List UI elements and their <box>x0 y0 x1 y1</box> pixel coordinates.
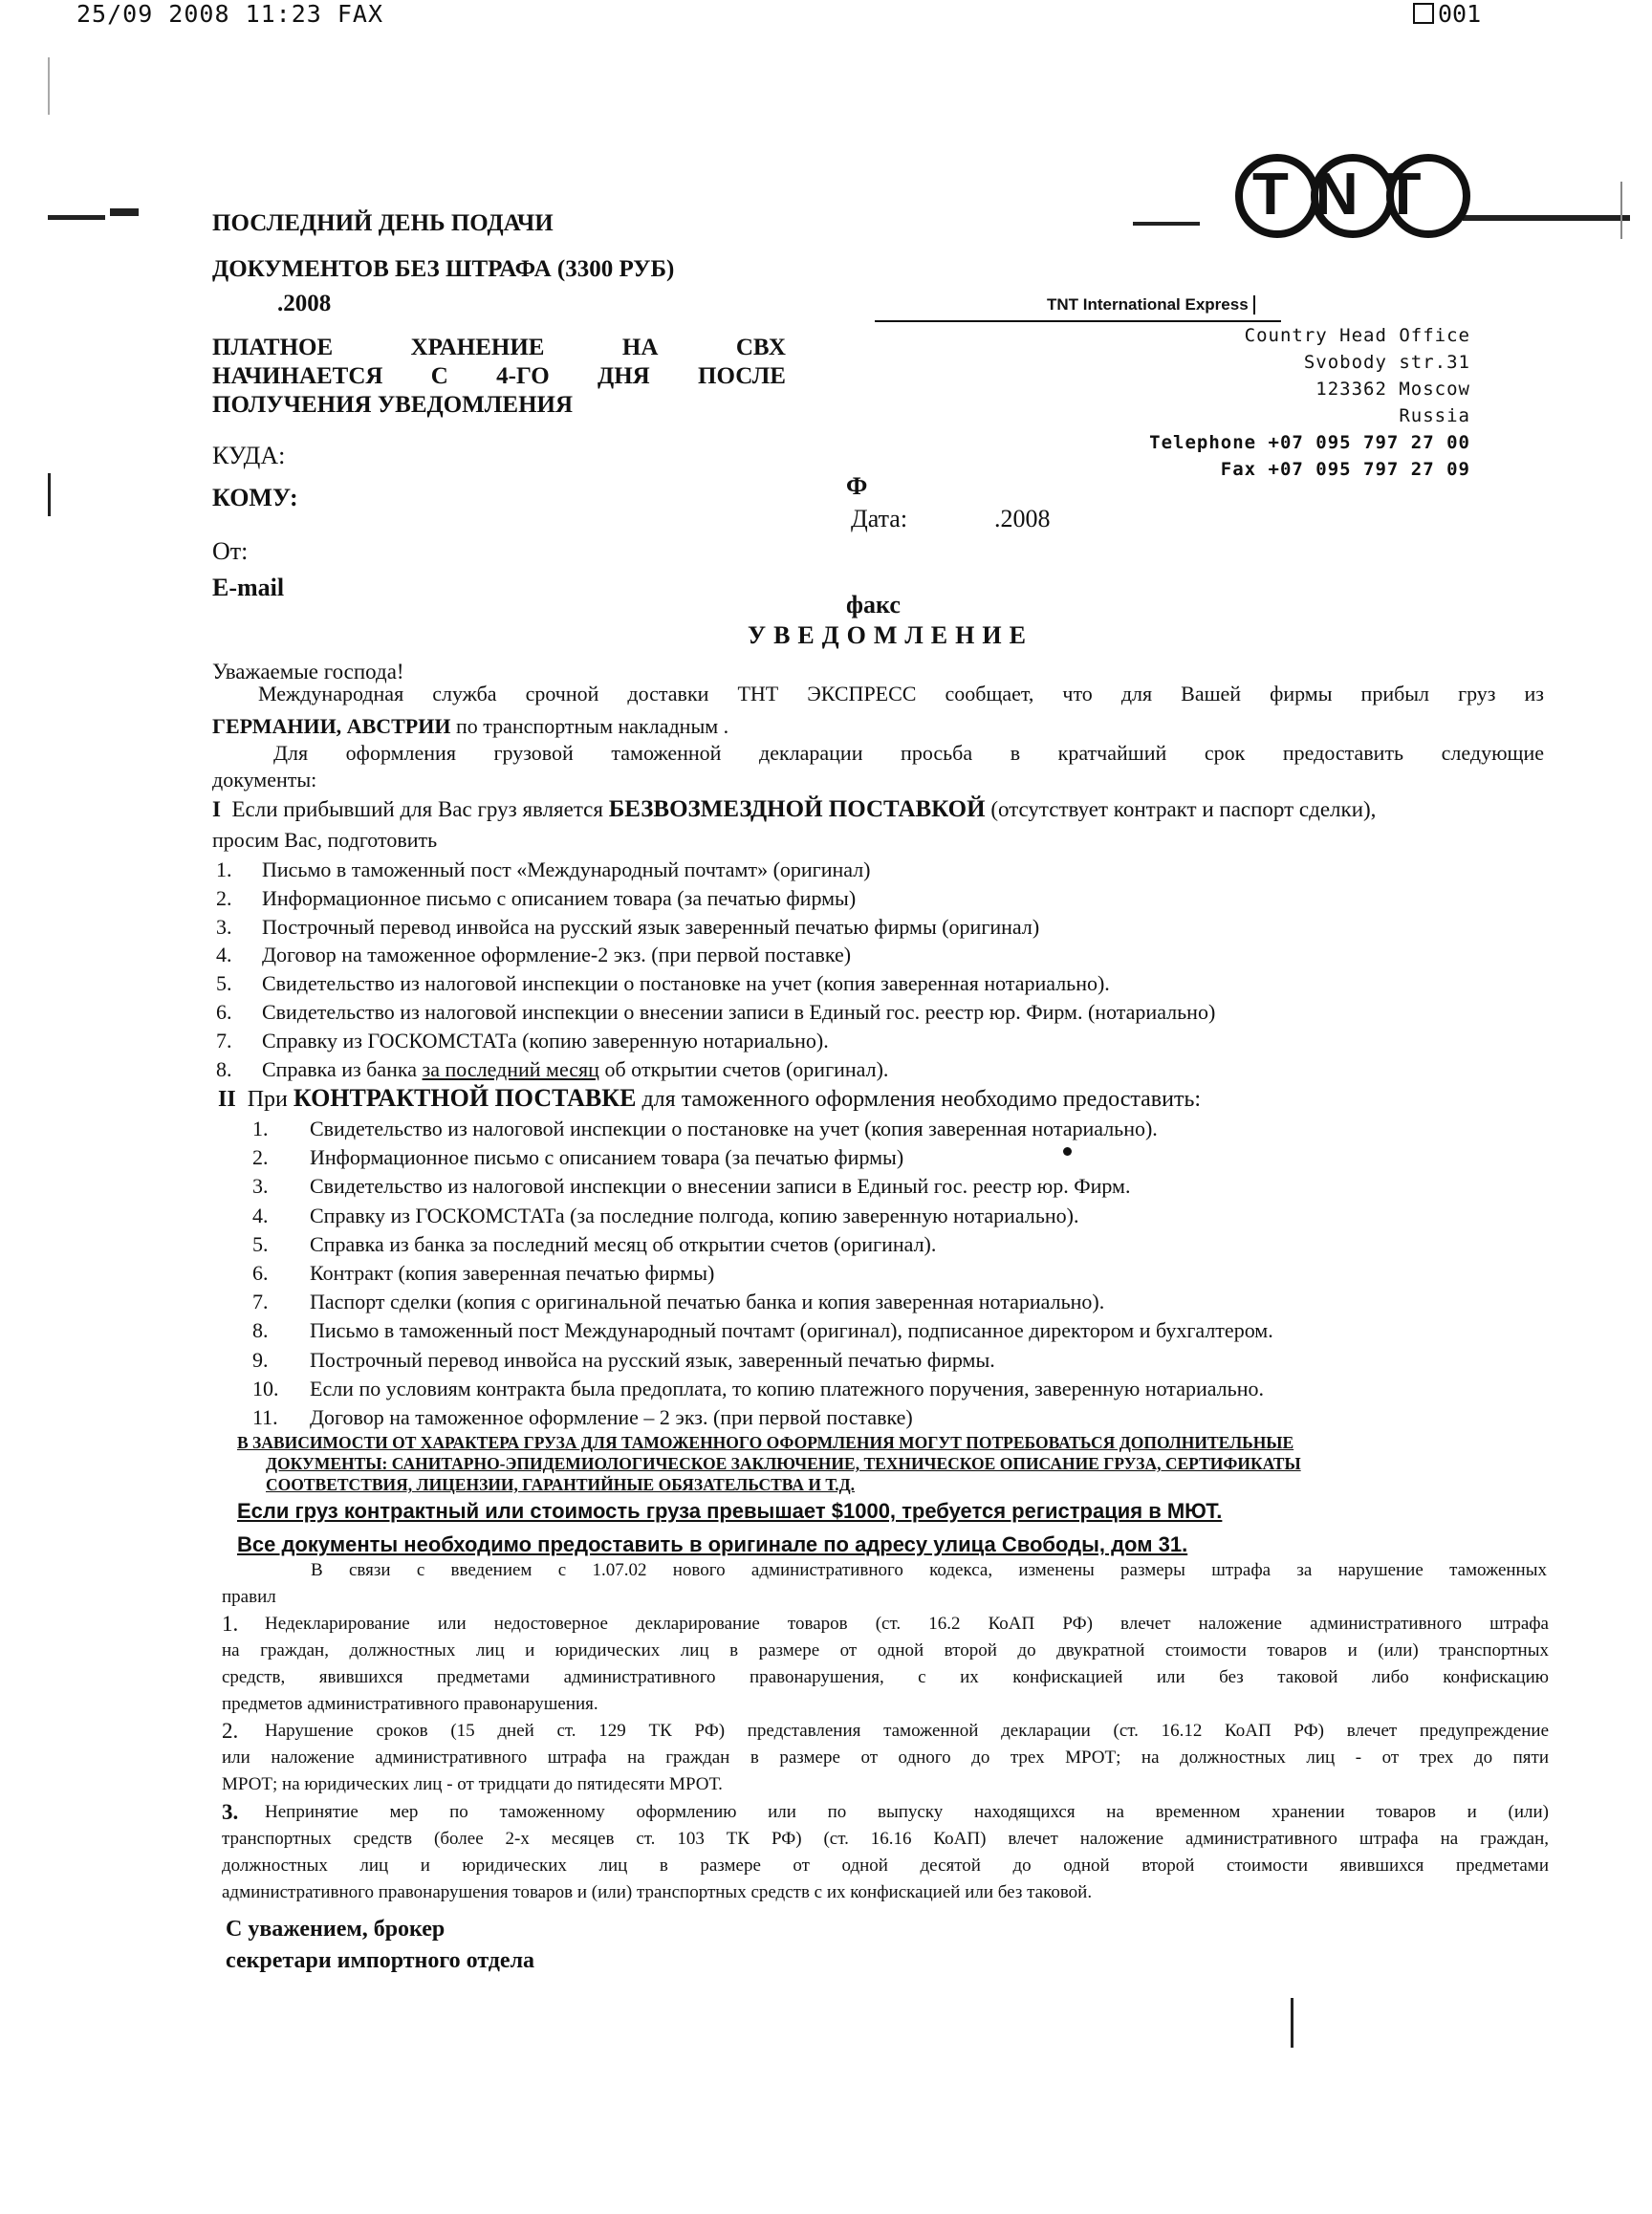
section2-text-b: для таможенного оформления необходимо предоставить: <box>641 1087 1202 1112</box>
field-fax: факс <box>846 591 901 619</box>
scan-mark <box>110 208 139 216</box>
fine-line: или наложение административного штрафа на граждан в размере от одного до трех МРОТ; на должностных лиц - от трех до пяти <box>222 1747 1549 1768</box>
list-item: 8. Письмо в таможенный пост Международный почтамт (оригинал), подписанное директором и бухгалтером. <box>252 1318 1273 1343</box>
greeting: Уважаемые господа! <box>212 660 404 684</box>
deadline-line2: ДОКУМЕНТОВ БЕЗ ШТРАФА (3300 РУБ) <box>212 256 675 282</box>
scan-mark <box>1620 182 1622 239</box>
list-item: 5. Справка из банка за последний месяц об открытии счетов (оригинал). <box>252 1231 937 1256</box>
fines-intro-end: правил <box>222 1587 276 1607</box>
tnt-logo-text: TNT <box>1252 162 1448 228</box>
notice-originals: Все документы необходимо предоставить в оригинале по адресу улица Свободы, дом 31. <box>237 1532 1188 1556</box>
deadline-line3: .2008 <box>277 291 332 316</box>
fax-header-datetime: 25/09 2008 11:23 FAX <box>76 0 384 28</box>
fine-number: 3. <box>222 1800 239 1824</box>
intro-paragraph-2-end: документы: <box>212 768 317 792</box>
list-item: 3. Свидетельство из налоговой инспекции о внесении записи в Единый гос. реестр юр. Фирм. <box>252 1174 1131 1199</box>
company-address-line: Svobody str.31 <box>1303 352 1470 373</box>
list-item: 8. Справка из банка за последний месяц об открытии счетов (оригинал). <box>216 1056 889 1081</box>
storage-word: ПОСЛЕ <box>698 363 786 389</box>
scan-mark <box>48 215 105 220</box>
fine-line: должностных лиц и юридических лиц в размере от одной десятой до одной второй стоимости явившихся предметами <box>222 1856 1549 1876</box>
notice-line3: СООТВЕТСТВИЯ, ЛИЦЕНЗИИ, ГАРАНТИЙНЫЕ ОБЯЗАТЕЛЬСТВА И Т.Д. <box>266 1475 856 1494</box>
signature-line1: С уважением, брокер <box>226 1917 446 1942</box>
scan-mark <box>48 473 51 516</box>
scan-mark <box>1133 222 1200 226</box>
section1-number: I <box>212 797 221 821</box>
notice-line2: ДОКУМЕНТЫ: САНИТАРНО-ЭПИДЕМИОЛОГИЧЕСКОЕ ЗАКЛЮЧЕНИЕ, ТЕХНИЧЕСКОЕ ОПИСАНИЕ ГРУЗА, СЕРТИФИКАТЫ <box>266 1454 1301 1473</box>
section2-text-a: При <box>247 1087 288 1112</box>
list-item: 9. Построчный перевод инвойса на русский язык, заверенный печатью фирмы. <box>252 1347 995 1372</box>
section2-bold: КОНТРАКТНОЙ ПОСТАВКЕ <box>293 1084 637 1112</box>
field-to-where: КУДА: <box>212 442 286 469</box>
fine-line: 2. Нарушение сроков (15 дней ст. 129 ТК РФ) представления таможенной декларации (ст. 16.12 КоАП РФ) влечет предупреждение <box>222 1719 1549 1743</box>
list-item: 1. Свидетельство из налоговой инспекции о постановке на учет (копия заверенная нотариально). <box>252 1117 1158 1140</box>
company-telephone: Telephone +07 095 797 27 00 <box>1149 432 1470 453</box>
fines-intro: В связи с введением с 1.07.02 нового административного кодекса, изменены размеры штрафа за нарушение таможенных <box>311 1560 1547 1580</box>
list-item: 7. Справку из ГОСКОМСТАТа (копию заверенную нотариально). <box>216 1028 829 1053</box>
fine-item-3 <box>222 1802 1549 1903</box>
section1-list <box>216 856 1215 1083</box>
fine-item-2 <box>222 1721 1549 1795</box>
scan-mark <box>48 57 50 115</box>
storage-word: ХРАНЕНИЕ <box>410 335 545 360</box>
storage-line3: ПОЛУЧЕНИЯ УВЕДОМЛЕНИЯ <box>212 392 574 418</box>
list-item: 4. Договор на таможенное оформление-2 экз. (при первой поставке) <box>216 943 852 967</box>
section1-text-b: (отсутствует контракт и паспорт сделки), <box>990 797 1377 821</box>
list-item: 4. Справку из ГОСКОМСТАТа (за последние полгода, копию заверенную нотариально). <box>252 1203 1079 1227</box>
fine-line: предметов административного правонарушения. <box>222 1694 598 1714</box>
storage-word: НАЧИНАЕТСЯ <box>212 363 383 389</box>
stray-dot <box>1063 1147 1072 1156</box>
tnt-logo <box>1233 151 1472 241</box>
fine-line: административного правонарушения товаров и (или) транспортных средств с их конфискацией или без таковой. <box>222 1882 1093 1902</box>
field-email: E-mail <box>212 574 285 601</box>
intro-countries: ГЕРМАНИИ, АВСТРИИ <box>212 714 451 738</box>
fine-line: транспортных средств (более 2-х месяцев ст. 103 ТК РФ) (ст. 16.16 КоАП) влечет наложение административного штрафа на граждан, <box>222 1829 1549 1849</box>
notice-registration: Если груз контрактный или стоимость груза превышает $1000, требуется регистрация в МЮТ. <box>237 1499 1223 1523</box>
page-title: УВЕДОМЛЕНИЕ <box>748 621 1033 649</box>
section1-text-a: Если прибывший для Вас груз является <box>231 797 603 821</box>
section1-bold: БЕЗВОЗМЕЗДНОЙ ПОСТАВКОЙ <box>608 796 986 822</box>
field-from: От: <box>212 537 249 565</box>
fine-number: 2. <box>222 1719 239 1743</box>
section2-list <box>252 1115 1273 1432</box>
section1-line2: просим Вас, подготовить <box>212 828 438 852</box>
storage-word: 4-ГО <box>496 363 550 389</box>
list-item: 10. Если по условиям контракта была предоплата, то копию платежного поручения, заверенную нотариально. <box>252 1376 1264 1400</box>
list-item: 7. Паспорт сделки (копия с оригинальной печатью банка и копия заверенная нотариально). <box>252 1290 1105 1314</box>
intro-paragraph-1: Международная служба срочной доставки ТНТ ЭКСПРЕСС сообщает, что для Вашей фирмы прибыл груз из <box>258 682 1544 705</box>
fine-line: МРОТ; на юридических лиц - от тридцати до пятидесяти МРОТ. <box>222 1774 723 1794</box>
company-rule <box>875 320 1281 322</box>
storage-word: ПЛАТНОЕ <box>212 335 334 360</box>
fine-line: средств, явившихся предметами административного правонарушения, с их конфискацией или без таковой либо конфискацию <box>222 1667 1549 1687</box>
fine-item-1 <box>222 1614 1549 1715</box>
company-address-line: 123362 Moscow <box>1315 379 1470 400</box>
deadline-line1: ПОСЛЕДНИЙ ДЕНЬ ПОДАЧИ <box>212 210 554 236</box>
fax-page-value: 001 <box>1438 0 1482 28</box>
fax-page-icon <box>1413 3 1434 24</box>
storage-word: СВХ <box>735 335 786 360</box>
storage-word: НА <box>621 335 659 360</box>
field-f: Ф <box>846 472 868 500</box>
storage-line1 <box>212 335 786 361</box>
intro-waybills: по транспортным накладным . <box>455 714 729 738</box>
list-item: 1. Письмо в таможенный пост «Международный почтамт» (оригинал) <box>216 857 871 881</box>
list-item: 6. Свидетельство из налоговой инспекции о внесении записи в Единый гос. реестр юр. Фирм. (нотариально) <box>216 999 1216 1024</box>
section1-heading <box>212 796 1376 823</box>
company-address-line: Russia <box>1399 405 1470 426</box>
company-name: TNT International Express <box>1047 295 1255 315</box>
scan-mark <box>1463 215 1630 221</box>
section2-number: II <box>218 1087 236 1112</box>
notice-line1: В ЗАВИСИМОСТИ ОТ ХАРАКТЕРА ГРУЗА ДЛЯ ТАМОЖЕННОГО ОФОРМЛЕНИЯ МОГУТ ПОТРЕБОВАТЬСЯ ДОПОЛНИТЕЛЬНЫЕ <box>237 1433 1294 1452</box>
intro-paragraph-2: Для оформления грузовой таможенной декларации просьба в кратчайший срок предоставить следующие <box>273 741 1544 765</box>
company-fax: Fax +07 095 797 27 09 <box>1220 459 1470 480</box>
fine-number: 1. <box>222 1612 239 1636</box>
fax-page-number <box>1413 0 1481 28</box>
list-item: 6. Контракт (копия заверенная печатью фирмы) <box>252 1261 715 1286</box>
fine-line: 1. Недекларирование или недостоверное декларирование товаров (ст. 16.2 КоАП РФ) влечет наложение административного штрафа <box>222 1612 1549 1636</box>
storage-word: ДНЯ <box>598 363 650 389</box>
list-item: 2. Информационное письмо с описанием товара (за печатью фирмы) <box>252 1145 904 1170</box>
intro-paragraph-1-end <box>212 714 728 739</box>
storage-line2 <box>212 363 786 390</box>
field-date-label: Дата: <box>851 505 908 532</box>
fine-line: 3. Непринятие мер по таможенному оформлению или по выпуску находящихся на временном хранении товаров и (или) <box>222 1800 1549 1824</box>
section2-heading <box>218 1084 1201 1113</box>
list-item: 2. Информационное письмо с описанием товара (за печатью фирмы) <box>216 885 857 910</box>
scan-mark <box>1291 1998 1293 2048</box>
field-date-value: .2008 <box>994 505 1051 532</box>
storage-word: С <box>430 363 448 389</box>
company-address-line: Country Head Office <box>1244 325 1470 346</box>
fine-line: на граждан, должностных лиц и юридических лиц в размере от одной второй до двукратной стоимости товаров и (или) транспортных <box>222 1640 1549 1660</box>
list-item: 3. Построчный перевод инвойса на русский язык заверенный печатью фирмы (оригинал) <box>216 914 1040 939</box>
list-item: 5. Свидетельство из налоговой инспекции о постановке на учет (копия заверенная нотариально). <box>216 971 1110 996</box>
signature-line2: секретари импортного отдела <box>226 1948 535 1973</box>
list-item: 11. Договор на таможенное оформление – 2 экз. (при первой поставке) <box>252 1405 913 1430</box>
field-to-whom: КОМУ: <box>212 484 298 511</box>
